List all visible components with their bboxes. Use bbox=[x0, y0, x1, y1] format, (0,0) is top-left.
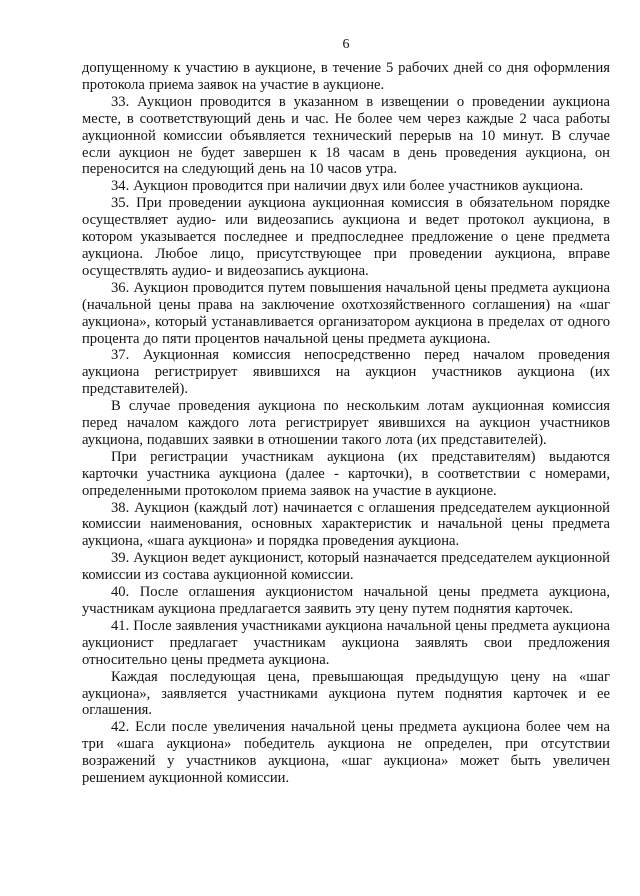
paragraph-33: 33. Аукцион проводится в указанном в извещении о проведении аукциона месте, в соответствующий день и час. Не более чем через каждые 2 часа работы аукционной комиссии объявляется технический перерыв на 10 минут. В случае если аукцион не будет завершен к 18 часам в день проведения аукциона, он переносится на следующий день на 10 часов утра. bbox=[82, 93, 610, 178]
paragraph-35: 35. При проведении аукциона аукционная комиссия в обязательном порядке осуществляет аудио- или видеозапись аукциона и ведет протокол аукциона, в котором указывается последнее и предпоследнее предложение о цене предмета аукциона. Любое лицо, присутствующее при проведении аукциона, вправе осуществлять аудио- и видеозапись аукциона. bbox=[82, 195, 610, 279]
paragraph-36: 36. Аукцион проводится путем повышения начальной цены предмета аукциона (начальной цены права на заключение охотхозяйственного соглашения) на «шаг аукциона», который устанавливается организатором аукциона в пределах от одного процента до пяти процентов начальной цены предмета аукциона. bbox=[82, 279, 610, 347]
paragraph-34: 34. Аукцион проводится при наличии двух или более участников аукциона. bbox=[111, 178, 584, 195]
paragraph-41: 41. После заявления участниками аукциона начальной цены предмета аукциона аукционист предлагает участникам аукциона заявлять свои предложения относительно цены предмета аукциона. bbox=[82, 617, 610, 668]
page-number: 6 bbox=[342, 37, 350, 52]
paragraph-40: 40. После оглашения аукционистом начальной цены предмета аукциона, участникам аукциона предлагается заявить эту цену путем поднятия карточек. bbox=[82, 584, 610, 617]
paragraph-38: 38. Аукцион (каждый лот) начинается с оглашения председателем аукционной комиссии наименования, основных характеристик и начальной цены предмета аукциона, «шага аукциона» и порядка проведения аукциона. bbox=[82, 499, 610, 550]
paragraph-39: 39. Аукцион ведет аукционист, который назначается председателем аукционной комиссии из состава аукционной комиссии. bbox=[82, 550, 610, 584]
paragraph-37: 37. Аукционная комиссия непосредственно перед началом проведения аукциона регистрирует явившихся на аукцион участников аукциона (их представителей). bbox=[82, 347, 610, 398]
paragraph-41-step: Каждая последующая цена, превышающая предыдущую цену на «шаг аукциона», заявляется участниками аукциона путем поднятия карточек и ее оглашения. bbox=[82, 668, 610, 719]
paragraph-continuation: допущенному к участию в аукционе, в течение 5 рабочих дней со дня оформления протокола приема заявок на участие в аукционе. bbox=[82, 60, 610, 93]
document-page bbox=[82, 36, 610, 787]
paragraph-42: 42. Если после увеличения начальной цены предмета аукциона более чем на три «шага аукциона» победитель аукциона не определен, при отсутствии возражений у участников аукциона, «шаг аукциона» может быть увеличен решением аукционной комиссии. bbox=[82, 719, 610, 787]
paragraph-37-cards: При регистрации участникам аукциона (их представителям) выдаются карточки участника аукциона (далее - карточки), в соответствии с номерами, определенными протоколом приема заявок на участие в аукционе. bbox=[82, 448, 610, 499]
paragraph-37-lots: В случае проведения аукциона по нескольким лотам аукционная комиссия перед началом каждого лота регистрирует явившихся на аукцион участников аукциона, подавших заявки в отношении такого лота (их представителей). bbox=[82, 398, 610, 448]
